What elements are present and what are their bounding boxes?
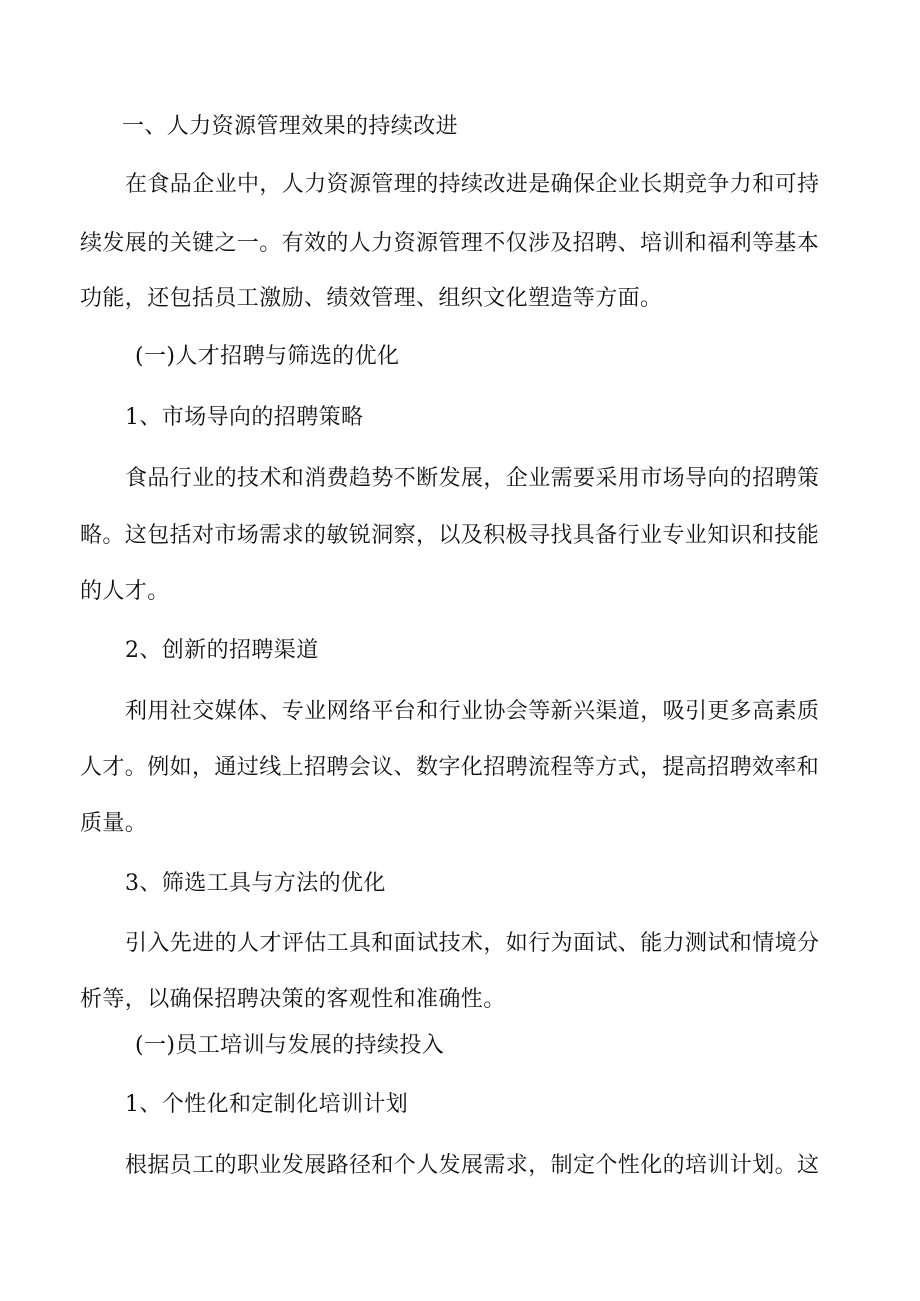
item-1-3-line-1: 引入先进的人才评估工具和面试技术，如行为面试、能力测试和情境分 (125, 931, 820, 956)
item-1-1-line-1: 食品行业的技术和消费趋势不断发展，企业需要采用市场导向的招聘策 (125, 466, 820, 491)
item-1-1-line-2: 略。这包括对市场需求的敏锐洞察，以及积极寻找具备行业专业知识和技能 (80, 523, 820, 548)
section-heading: 一、人力资源管理效果的持续改进 (122, 114, 459, 139)
subsection-1-heading: (一)人才招聘与筛选的优化 (135, 344, 400, 369)
item-1-3-line-2: 析等，以确保招聘决策的客观性和准确性。 (80, 987, 506, 1012)
item-1-2-line-3: 质量。 (80, 811, 148, 836)
item-1-2-line-1: 利用社交媒体、专业网络平台和行业协会等新兴渠道，吸引更多高素质 (125, 699, 820, 724)
item-2-1-heading: 1、个性化和定制化培训计划 (125, 1092, 409, 1117)
item-1-3-heading: 3、筛选工具与方法的优化 (125, 871, 386, 896)
item-1-2-line-2: 人才。例如，通过线上招聘会议、数字化招聘流程等方式，提高招聘效率和 (80, 755, 820, 780)
intro-paragraph-line-2: 续发展的关键之一。有效的人力资源管理不仅涉及招聘、培训和福利等基本 (80, 231, 820, 256)
item-1-1-heading: 1、市场导向的招聘策略 (125, 405, 364, 430)
item-1-2-heading: 2、创新的招聘渠道 (125, 638, 319, 663)
subsection-2-heading: (一)员工培训与发展的持续投入 (135, 1033, 445, 1058)
item-1-1-line-3: 的人才。 (80, 579, 170, 604)
intro-paragraph-line-3: 功能，还包括员工激励、绩效管理、组织文化塑造等方面。 (80, 286, 663, 311)
intro-paragraph-line-1: 在食品企业中，人力资源管理的持续改进是确保企业长期竞争力和可持 (125, 172, 820, 197)
item-2-1-line-1: 根据员工的职业发展路径和个人发展需求，制定个性化的培训计划。这 (125, 1153, 820, 1178)
